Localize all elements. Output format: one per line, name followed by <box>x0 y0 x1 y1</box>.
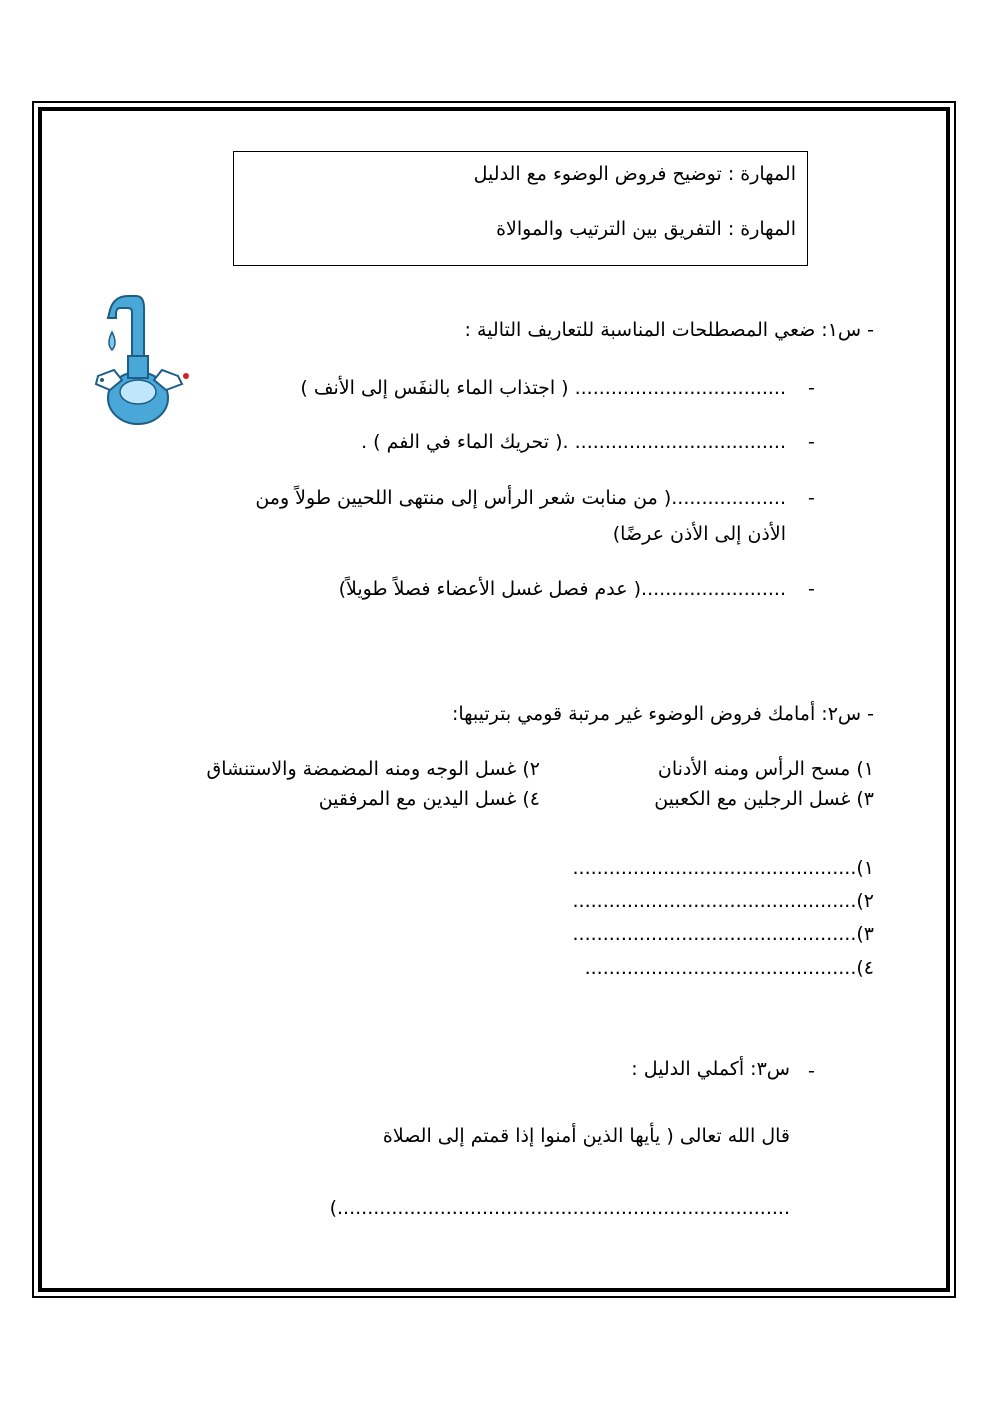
q1-item1-bullet: - <box>808 377 815 399</box>
q2-answer-1[interactable]: ١)............................................... <box>572 857 874 879</box>
q1-title: - س١: ضعي المصطلحات المناسبة للتعاريف التالية : <box>464 319 874 341</box>
q1-item-3: ...................( من منابت شعر الرأس إلى منتهى اللحيين طولاً ومن <box>255 487 786 509</box>
q2-answer-2[interactable]: ٢)............................................... <box>572 890 874 912</box>
q2-answer-4[interactable]: ٤)............................................. <box>584 957 874 979</box>
q3-bullet: - <box>808 1060 815 1082</box>
faucet-icon <box>92 288 194 436</box>
skill-1: المهارة : توضيح فروض الوضوء مع الدليل <box>473 163 796 185</box>
q3-verse: قال الله تعالى ( يأيها الذين أمنوا إذا قمتم إلى الصلاة <box>382 1125 790 1147</box>
q2-option-3: ٣) غسل الرجلين مع الكعبين <box>654 788 874 810</box>
q1-item-1: ................................... ( اجتذاب الماء بالنفَس إلى الأنف ) <box>300 377 786 399</box>
q1-item2-bullet: - <box>808 431 815 453</box>
q2-option-2: ٢) غسل الوجه ومنه المضمضة والاستنشاق <box>206 758 540 780</box>
q3-completion-line[interactable]: ...........................................................................) <box>329 1197 790 1219</box>
q2-answer-3[interactable]: ٣)............................................... <box>572 923 874 945</box>
page-border-inner <box>38 107 950 1292</box>
q1-item3-bullet: - <box>808 487 815 509</box>
q1-item-4: ........................( عدم فصل غسل الأعضاء فصلاً طويلاً) <box>338 578 786 600</box>
q2-option-1: ١) مسح الرأس ومنه الأدنان <box>657 758 874 780</box>
q2-title: - س٢: أمامك فروض الوضوء غير مرتبة قومي بترتيبها: <box>451 703 874 725</box>
q3-title: س٣: أكملي الدليل : <box>631 1058 790 1080</box>
q1-item-2: ................................... .( تحريك الماء في الفم ) . <box>361 431 786 453</box>
skill-2: المهارة : التفريق بين الترتيب والموالاة <box>496 218 796 240</box>
q1-item4-bullet: - <box>808 578 815 600</box>
q2-option-4: ٤) غسل اليدين مع المرفقين <box>318 788 540 810</box>
q1-item-3-cont: الأذن إلى الأذن عرضًا) <box>612 523 786 545</box>
